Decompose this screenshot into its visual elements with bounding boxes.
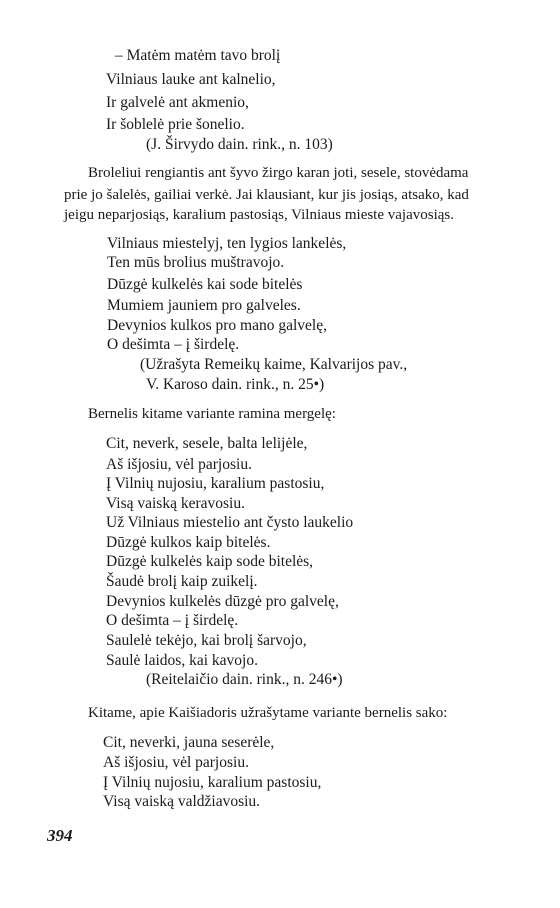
poem-3-line: Devynios kulkelės dūzgė pro galvelę, [106,593,339,610]
poem-3-line: Aš išjosiu, vėl parjosiu. [106,456,252,473]
poem-4-line: Aš išjosiu, vėl parjosiu. [103,754,249,771]
poem-4-line: Cit, neverki, jauna seserėle, [103,734,275,751]
paragraph-line: Bernelis kitame variante ramina mergelę: [88,406,336,422]
poem-1-line: Vilniaus lauke ant kalnelio, [106,71,276,88]
poem-4-line: Visą vaiską valdžiavosiu. [103,793,261,810]
poem-3-line: Dūzgė kulkelės kaip sode bitelės, [106,553,314,570]
poem-3-line: Į Vilnių nujosiu, karalium pastosiu, [106,475,325,492]
poem-2-line: Ten mūs brolius muštravojo. [107,254,285,271]
poem-3-line: Saulelė tekėjo, kai brolį šarvojo, [106,632,307,649]
poem-2-line: Devynios kulkos pro mano galvelę, [107,317,327,334]
poem-2-source: V. Karoso dain. rink., n. 25•) [146,376,325,393]
paragraph-line: Broleliui rengiantis ant šyvo žirgo karan joti, sesele, stovėdama [88,165,469,181]
poem-1-line: – Matėm matėm tavo brolį [115,47,281,64]
poem-1-line: Ir galvelė ant akmenio, [106,94,249,111]
poem-3-line: Už Vilniaus miestelio ant čysto laukelio [106,514,354,531]
poem-2-line: O dešimta – į širdelę. [107,336,240,353]
poem-3-line: Šaudė brolį kaip zuikelį. [106,573,258,590]
poem-1-source: (J. Širvydo dain. rink., n. 103) [146,136,333,153]
poem-4-line: Į Vilnių nujosiu, karalium pastosiu, [103,774,322,791]
poem-2-line: Vilniaus miestelyj, ten lygios lankelės, [107,235,347,252]
poem-3-source: (Reitelaičio dain. rink., n. 246•) [146,671,343,688]
poem-3-line: Cit, neverk, sesele, balta lelijėle, [106,435,308,452]
page-number: 394 [47,826,73,845]
poem-1-line: Ir šoblelė prie šonelio. [106,116,245,133]
poem-2-line: Dūzgė kulkelės kai sode bitelės [107,276,303,293]
poem-2-source: (Užrašyta Remeikų kaime, Kalvarijos pav., [140,356,408,373]
poem-3-line: Saulė laidos, kai kavojo. [106,652,258,669]
poem-3-line: Visą vaiską keravosiu. [106,495,245,512]
poem-2-line: Mumiem jauniem pro galveles. [107,297,301,314]
poem-3-line: Dūzgė kulkos kaip bitelės. [106,534,271,551]
paragraph-line: jeigu neparjosiąs, karalium pastosiąs, Vilniaus mieste vajavosiąs. [64,207,454,223]
paragraph-line: prie jo šalelės, gailiai verkė. Jai klausiant, kur jis josiąs, atsako, kad [64,187,469,203]
paragraph-line: Kitame, apie Kaišiadoris užrašytame variante bernelis sako: [88,705,448,721]
poem-3-line: O dešimta – į širdelę. [106,612,239,629]
